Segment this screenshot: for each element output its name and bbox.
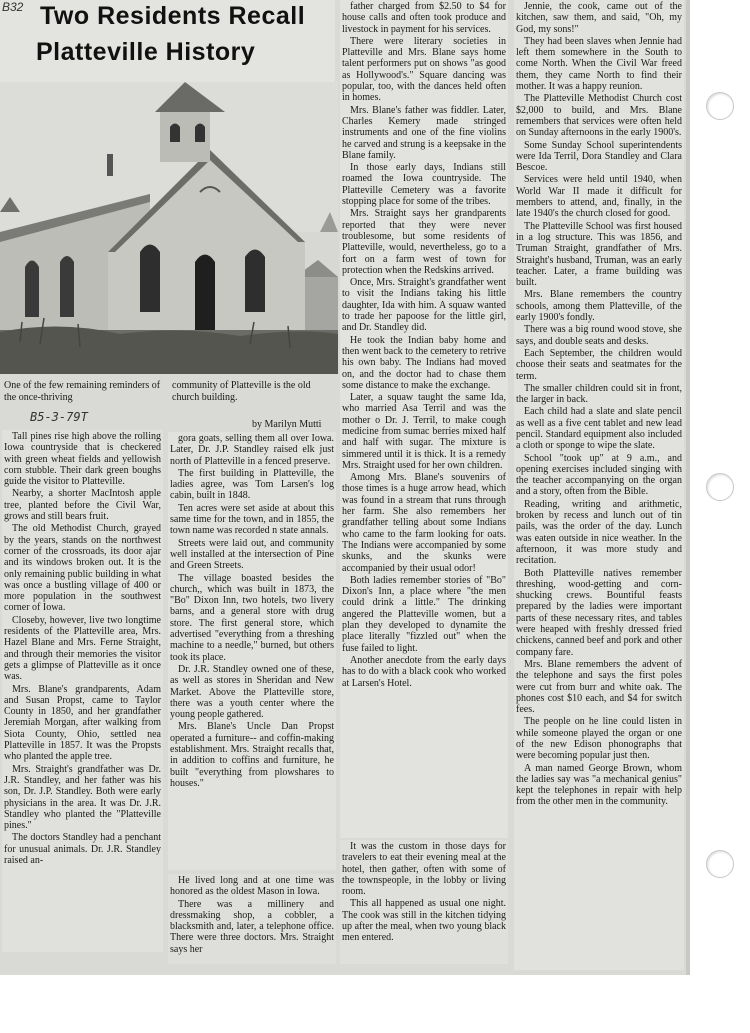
paragraph: There were literary societies in Platteville and Mrs. Blane says home talent performers put on shows "as good as Hollywood's." Square dancing was popular, too, with the dances held often in homes. xyxy=(342,35,506,104)
paragraph: The Platteville School was first housed in a log structure. This was 1856, and Truman Straight, grandfather of Mrs. Straight's husband, Truman, was an early teacher. Later, a frame building was built. xyxy=(516,220,682,289)
paragraph: The people on he line could listen in while someone played the organ or one of the new Edison phonographs that were becoming popular just then. xyxy=(516,716,682,762)
paragraph: Closeby, however, live two longtime residents of the Platteville area, Mrs. Hazel Blane and Mrs. Ferne Straight, and through their memories the visitor gets a glimpse of Platteville as it once was. xyxy=(4,614,161,683)
church-photo xyxy=(0,82,338,374)
paragraph: Dr. J.R. Standley owned one of these, as well as stores in Sheridan and New Market. Above the Platteville store, there was a youth center where the young people gathered. xyxy=(170,663,334,721)
paragraph: They had been slaves when Jennie had left them somewhere in the South to come North. When the Civil War freed them, they came North to find their mother. It was a happy reunion. xyxy=(516,35,682,93)
paragraph: Reading, writing and arithmetic, broken by recess and lunch out of tin pails, was the order of the day. Lunch was eaten outside in nice weather. In the afternoon, it was more study and recitation. xyxy=(516,498,682,567)
paragraph: Jennie, the cook, came out of the kitchen, saw them, and said, "Oh, my God, my sons!" xyxy=(516,1,682,35)
byline: by Marilyn Mutti xyxy=(252,419,322,430)
paragraph: There was a millinery and dressmaking shop, a cobbler, a blacksmith and, later, a telephone office. There were three doctors. Mrs. Straight says her xyxy=(170,898,334,955)
paragraph: gora goats, selling them all over Iowa. Later, Dr. J.P. Standley raised elk just north of Platteville in a fenced preserve. xyxy=(170,433,334,467)
paragraph: Services were held until 1940, when World War II made it difficult for members to attend, and, finally, in the late 1940's the church closed for good. xyxy=(516,174,682,220)
binder-hole xyxy=(706,92,734,120)
paragraph: A man named George Brown, whom the ladies say was "a mechanical genius" kept the telephones in repair with help from the other men in the community. xyxy=(516,762,682,808)
binder-hole xyxy=(706,850,734,878)
paragraph: Each child had a slate and slate pencil as well as a five cent tablet and new lead pencil. Standard equipment also included a cloth or sponge to wipe the slate. xyxy=(516,406,682,452)
paragraph: The first building in Platteville, the ladies agree, was Tom Larsen's log cabin, built in 1848. xyxy=(170,467,334,502)
paragraph: School "took up" at 9 a.m., and opening exercises included singing with the teacher accompanying on the organ and a story, often from the Bible. xyxy=(516,452,682,498)
headline-block xyxy=(0,0,335,82)
paragraph: Later, a squaw taught the same Ida, who married Asa Terril and was the mother o Dr. J. Terril, to make cough medicine from sumac berries mixed half and half with sugar. The mixture is simmered until it is thick. It is a remedy Mrs. Straight used for her own children. xyxy=(342,392,506,471)
paragraph: Mrs. Blane's father was fiddler. Later, Charles Kemery made stringed instruments and one of the fine violins he carved and strung is a keepsake in the Blane family. xyxy=(342,104,506,161)
article-column-2-continued xyxy=(168,874,336,964)
paragraph: There was a big round wood stove, she says, and double seats and desks. xyxy=(516,324,682,347)
paragraph: Each September, the children would choose their seats and seatmates for the term. xyxy=(516,347,682,382)
handwritten-date-note: B5-3-79T xyxy=(30,410,88,424)
paragraph: Tall pines rise high above the rolling Iowa countryside that is checkered with green wheat fields and yellowish corn stubble. Their dark green boughs guide the visitor to Platteville. xyxy=(4,431,161,488)
paragraph: Ten acres were set aside at about this same time for the town, and in 1855, the town name was recorded n state annals. xyxy=(170,502,334,537)
paragraph: The village boasted besides the church,, which was built in 1873, the "Bo" Dixon Inn, two hotels, two livery barns, and a general store with drug store. The first general store, which advertised "everything from a threshing machine to a needle," burned, but others took its place. xyxy=(170,572,334,663)
paragraph: Both ladies remember stories of "Bo" Dixon's Inn, a place where "the men could drink a little." The drinking angered the Platteville women, but a plan they developed to dynamite the place literally "fizzled out" when the fuse failed to light. xyxy=(342,574,506,654)
paragraph: Mrs. Straight says her grandparents reported that they were never troublesome, but some residents of Platteville, would, nevertheless, go to a fort on a farm west of town for protection when the Redskins arrived. xyxy=(342,208,506,276)
paragraph: Nearby, a shorter MacIntosh apple tree, planted before the Civil War, grows and still bears fruit. xyxy=(4,488,161,523)
paragraph: Mrs. Blane's Uncle Dan Propst operated a furniture-- and coffin-making establishment. Mrs. Straight recalls that, in addition to coffins and furniture, he built "everything from plowshares to houses." xyxy=(170,721,334,789)
paragraph: Mrs. Blane's grandparents, Adam and Susan Propst, came to Taylor County in 1850, and her grandfather Jeremiah Morgan, after walking from Siota County, Ohio, settled nea Platteville in 1857. It was the Propsts who planted the apple tree. xyxy=(4,683,161,763)
article-column-4 xyxy=(514,0,684,970)
paragraph: Mrs. Straight's grandfather was Dr. J.R. Standley, and her father was his son, Dr. J.P. Standley. Both were early physicians in the area. It was Dr. J.R. Standley who planted the "Platteville pines." xyxy=(4,763,161,832)
article-column-3-continued xyxy=(340,840,508,964)
article-column-2 xyxy=(168,432,336,870)
paragraph: The old Methodist Church, grayed by the years, stands on the northwest corner of the crossroads, its door ajar and its windows broken out. It is the only remaining public building in what was once a bustling village of 400 or more population in the southwest corner of Iowa. xyxy=(4,523,161,614)
paragraph: Both Platteville natives remember threshing, wood-getting and corn-shucking crews. Bountiful feasts prepared by the ladies were important parts of these necessary rites, and tables were heaped with freshly dressed fried chickens, canned beef and pork and other company fare. xyxy=(516,567,682,658)
binder-hole xyxy=(706,473,734,501)
photo-caption-left: One of the few remaining reminders of the once-thriving xyxy=(4,380,161,403)
paragraph: Mrs. Blane remembers the advent of the telephone and says the first poles were cut from burr and white oak. The phones cost $10 each, and $4 for switch fees. xyxy=(516,658,682,716)
paragraph: The Platteville Methodist Church cost $2,000 to build, and Mrs. Blane remembers that services were often held on Sunday afternoons in the early 1900's. xyxy=(516,93,682,139)
paragraph: In those early days, Indians still roamed the Iowa countryside. The Platteville Cemetery was a favorite stopping place for some of the tribes. xyxy=(342,162,506,208)
paragraph: This all happened as usual one night. The cook was still in the kitchen tidying up after the meal, when two young black men entered. xyxy=(342,898,506,944)
paragraph: father charged from $2.50 to $4 for house calls and often took produce and livestock in payment for his services. xyxy=(342,1,506,35)
paragraph: Mrs. Blane remembers the country schools, among them Platteville, of the early 1900's fondly. xyxy=(516,289,682,324)
paragraph: The smaller children could sit in front, the larger in back. xyxy=(516,382,682,406)
article-column-1 xyxy=(2,430,163,952)
paragraph: He lived long and at one time was honored as the oldest Mason in Iowa. xyxy=(170,875,334,898)
paragraph: He took the Indian baby home and then went back to the cemetery to retrive his own baby. The Indians had moved on, and the doctor had to chase them some distance to make the exchange. xyxy=(342,334,506,391)
paragraph: Once, Mrs. Straight's grandfather went to visit the Indians taking his little daughter, Ida with him. A squaw wanted to trade her papoose for the little girl, and Dr. Standley did. xyxy=(342,277,506,334)
church-photo-icon xyxy=(0,82,338,374)
article-column-3 xyxy=(340,0,508,838)
paragraph: Streets were laid out, and community well installed at the intersection of Pine and Green Streets. xyxy=(170,537,334,572)
paragraph: The doctors Standley had a penchant for unusual animals. Dr. J.R. Standley raised an- xyxy=(4,832,161,866)
headline-line-2: Platteville History xyxy=(36,38,256,66)
paragraph: It was the custom in those days for travelers to eat their evening meal at the hotel, then gather, often with some of the townspeople, in the lobby or living room. xyxy=(342,841,506,898)
paragraph: Another anecdote from the early days has to do with a black cook who worked at Larsen's Hotel. xyxy=(342,654,506,689)
archive-code: B32 xyxy=(2,0,24,14)
paragraph: Some Sunday School superintendents were Ida Terril, Dora Standley and Clara Bescoe. xyxy=(516,139,682,174)
paragraph: Among Mrs. Blane's souvenirs of those times is a huge arrow head, which was found in a stream that runs through her farm. She also remembers her grandfather telling about some Indians who came to the farm looking for oats. The Indians were accompanied by some skunks, and the skunks were accompanied by their usual odor! xyxy=(342,472,506,574)
headline-line-1: Two Residents Recall xyxy=(40,2,306,30)
photo-caption-right: community of Platteville is the old church building. xyxy=(172,380,311,403)
